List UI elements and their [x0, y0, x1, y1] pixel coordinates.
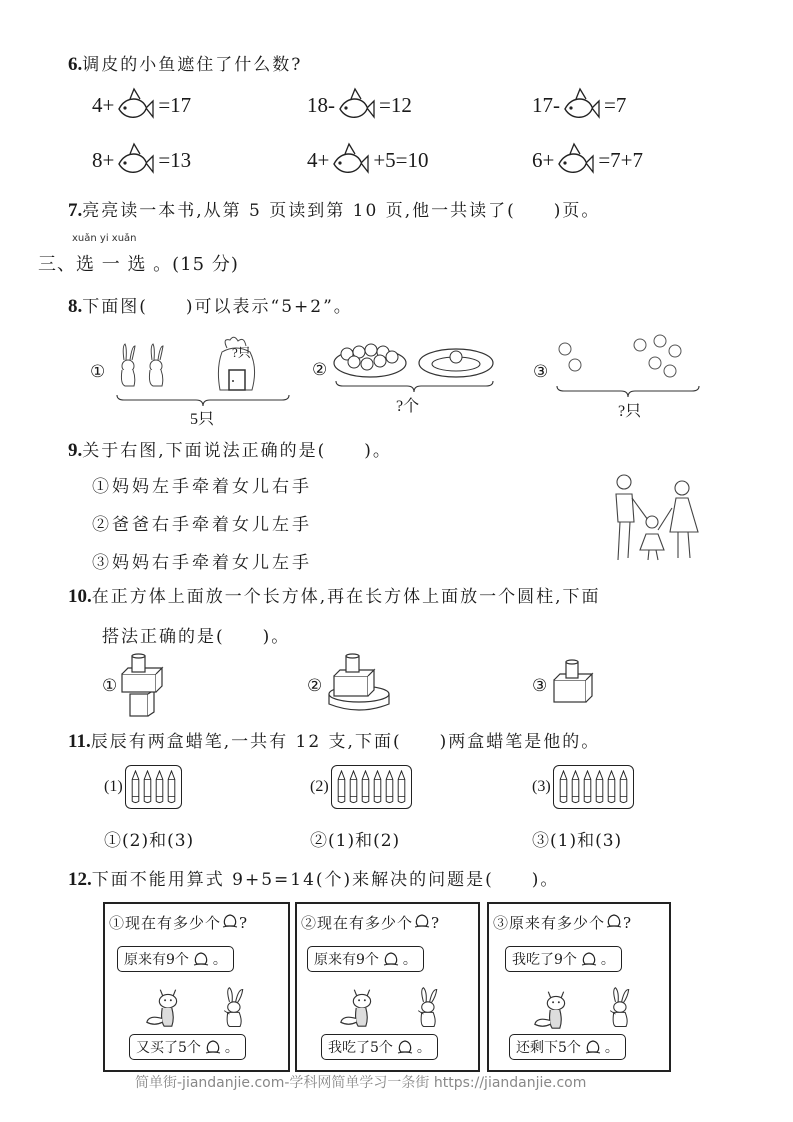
equation-suffix: =7: [604, 92, 627, 117]
chicks-illustration: [555, 335, 700, 385]
chick-icon: [634, 339, 646, 351]
peach-icon: [580, 952, 598, 966]
apple-plates-illustration: [332, 330, 497, 380]
crayon-box: [331, 765, 412, 809]
q12-heading: [68, 865, 559, 891]
q8-option-marker[interactable]: ②: [312, 360, 331, 380]
equation-prefix: 6+: [532, 147, 555, 172]
panel-title-end: ?: [431, 914, 441, 932]
q6-text: 调皮的小鱼遮住了什么数?: [82, 55, 303, 75]
peach-icon: [584, 1040, 602, 1054]
bubble-text: 又买了5个: [136, 1040, 201, 1056]
panel-title-end: ?: [239, 914, 249, 932]
plate-with-one-apple: [419, 349, 493, 377]
fish-equation: [532, 140, 643, 180]
speech-bubble-bottom: [129, 1034, 246, 1060]
section-pinyin: xuǎn yi xuǎn: [72, 233, 137, 244]
q11-choice[interactable]: ②(1)和(2): [310, 831, 401, 851]
q7-number: 7.: [68, 200, 83, 221]
panel-title-end: ?: [623, 914, 633, 932]
q11-choice[interactable]: ①(2)和(3): [104, 831, 195, 851]
speech-bubble-top: [505, 946, 622, 972]
bubble-text: 原来有9个: [124, 952, 189, 968]
stacked-shapes-option-3: [552, 660, 612, 706]
bubble-end: 。: [416, 1040, 431, 1056]
fish-equation: [532, 85, 626, 125]
q7-heading: [68, 196, 600, 222]
fish-equation: [92, 140, 191, 180]
brace-label: 5只: [190, 411, 215, 428]
carrot-house-tag: ?只: [232, 345, 251, 360]
q9-option[interactable]: ③妈妈右手牵着女儿左手: [92, 553, 312, 573]
fish-icon: [562, 85, 602, 125]
crayon-icon: [143, 770, 152, 804]
peach-icon: [192, 952, 210, 966]
speech-bubble-bottom: [321, 1034, 438, 1060]
crayon-icon: [155, 770, 164, 804]
panel-title: [109, 912, 248, 933]
rabbit-icon: [409, 986, 445, 1030]
chick-icon: [664, 365, 676, 377]
bubble-end: 。: [604, 1040, 619, 1056]
q10-heading: [68, 582, 601, 608]
bubble-end: 。: [224, 1040, 239, 1056]
q10-option-marker[interactable]: ②: [307, 676, 326, 696]
fish-icon: [116, 140, 156, 180]
rabbit-icon: [215, 986, 251, 1030]
crayon-box-3[interactable]: [532, 765, 634, 809]
crayon-icon: [397, 770, 406, 804]
chick-icon: [654, 335, 666, 347]
stacked-shapes-option-2: [326, 654, 396, 716]
crayon-icon: [571, 770, 580, 804]
chick-icon: [569, 359, 581, 371]
q6-heading: [68, 50, 302, 76]
fish-icon: [331, 140, 371, 180]
equation-prefix: 4+: [92, 92, 115, 117]
rabbits-carrot-house-illustration: [112, 338, 292, 398]
fox-icon: [337, 982, 385, 1030]
equation-suffix: =12: [379, 92, 412, 117]
q10-text-line2: 搭法正确的是( )。: [102, 627, 291, 647]
chick-icon: [669, 345, 681, 357]
crayon-box-2[interactable]: [310, 765, 412, 809]
q9-option[interactable]: ①妈妈左手牵着女儿右手: [92, 477, 312, 497]
crayon-icon: [619, 770, 628, 804]
plate-with-apples: [334, 344, 406, 377]
fish-equation: [307, 140, 429, 180]
rabbit-icon: [121, 344, 135, 386]
chick-icon: [649, 357, 661, 369]
family-holding-hands-illustration: [608, 472, 703, 564]
crayon-box: [125, 765, 182, 809]
bubble-end: 。: [402, 952, 417, 968]
story-panel-3[interactable]: [487, 902, 671, 1072]
equation-suffix: +5=10: [373, 147, 429, 172]
fish-equation: [92, 85, 191, 125]
panel-title: [301, 912, 440, 933]
speech-bubble-top: [307, 946, 424, 972]
q6-number: 6.: [68, 54, 83, 75]
q10-option-marker[interactable]: ③: [532, 676, 551, 696]
brace: [335, 380, 495, 394]
crayon-icon: [361, 770, 370, 804]
fish-icon: [556, 140, 596, 180]
equation-suffix: =13: [158, 147, 192, 172]
bubble-text: 我吃了9个: [512, 952, 577, 968]
stacked-shapes-option-1: [120, 654, 180, 720]
peach-icon: [396, 1040, 414, 1054]
crayon-icon: [167, 770, 176, 804]
q11-choice[interactable]: ③(1)和(3): [532, 831, 623, 851]
crayon-icon: [595, 770, 604, 804]
q8-number: 8.: [68, 296, 83, 317]
equation-prefix: 18-: [307, 92, 335, 117]
speech-bubble-top: [117, 946, 234, 972]
q8-option-marker[interactable]: ③: [533, 362, 552, 382]
q10-number: 10.: [68, 586, 92, 607]
fox-icon: [531, 984, 579, 1032]
q9-number: 9.: [68, 440, 83, 461]
equation-suffix: =7+7: [598, 147, 644, 172]
q12-text: 下面不能用算式 9+5=14(个)来解决的问题是( )。: [91, 870, 560, 890]
panel-title-text: ①现在有多少个: [109, 914, 222, 932]
panel-title: [493, 912, 632, 933]
crayon-icon: [131, 770, 140, 804]
fish-icon: [337, 85, 377, 125]
crayon-box: [553, 765, 634, 809]
crayon-box-label: (2): [310, 778, 329, 795]
q11-heading: [68, 727, 600, 753]
q9-heading: [68, 436, 392, 462]
rabbit-icon: [149, 344, 163, 386]
crayon-icon: [607, 770, 616, 804]
crayon-icon: [385, 770, 394, 804]
q8-heading: [68, 292, 353, 318]
q9-text: 关于右图,下面说法正确的是( )。: [82, 441, 392, 461]
q10-option-marker[interactable]: ①: [102, 676, 121, 696]
q11-number: 11.: [68, 731, 91, 752]
bubble-end: 。: [600, 952, 615, 968]
story-panel-1[interactable]: [103, 902, 290, 1072]
q10-text-line1: 在正方体上面放一个长方体,再在长方体上面放一个圆柱,下面: [91, 587, 601, 607]
fish-equation: [307, 85, 412, 125]
q12-number: 12.: [68, 869, 92, 890]
peach-icon: [413, 914, 431, 928]
panel-title-text: ②现在有多少个: [301, 914, 414, 932]
equation-suffix: =17: [158, 92, 192, 117]
q11-text: 辰辰有两盒蜡笔,一共有 12 支,下面( )两盒蜡笔是他的。: [90, 732, 601, 752]
section-title: 三、选 一 选 。(15 分): [38, 254, 239, 275]
peach-icon: [605, 914, 623, 928]
peach-icon: [382, 952, 400, 966]
bubble-text: 原来有9个: [314, 952, 379, 968]
bubble-end: 。: [212, 952, 227, 968]
q8-option-marker[interactable]: ①: [90, 362, 109, 382]
crayon-box-label: (3): [532, 778, 551, 795]
crayon-icon: [583, 770, 592, 804]
crayon-icon: [559, 770, 568, 804]
brace-label: ?只: [618, 403, 642, 420]
rabbit-icon: [601, 986, 637, 1030]
q9-option[interactable]: ②爸爸右手牵着女儿左手: [92, 515, 312, 535]
speech-bubble-bottom: [509, 1034, 626, 1060]
footer-watermark: 简单街-jiandanjie.com-学科网简单学习一条街 https://jiandanjie.com: [135, 1075, 587, 1091]
peach-icon: [204, 1040, 222, 1054]
brace-label: ?个: [396, 398, 420, 415]
brace: [556, 385, 701, 399]
equation-prefix: 4+: [307, 147, 330, 172]
story-panel-2[interactable]: [295, 902, 480, 1072]
fish-icon: [116, 85, 156, 125]
bubble-text: 还剩下5个: [516, 1040, 581, 1056]
crayon-icon: [373, 770, 382, 804]
fox-icon: [143, 982, 191, 1030]
crayon-icon: [349, 770, 358, 804]
bubble-text: 我吃了5个: [328, 1040, 393, 1056]
q7-text: 亮亮读一本书,从第 5 页读到第 10 页,他一共读了( )页。: [82, 201, 601, 221]
q8-text: 下面图( )可以表示“5+2”。: [82, 297, 353, 317]
crayon-box-1[interactable]: [104, 765, 182, 809]
chick-icon: [559, 343, 571, 355]
equation-prefix: 8+: [92, 147, 115, 172]
equation-prefix: 17-: [532, 92, 560, 117]
panel-title-text: ③原来有多少个: [493, 914, 606, 932]
crayon-box-label: (1): [104, 778, 123, 795]
peach-icon: [221, 914, 239, 928]
crayon-icon: [337, 770, 346, 804]
